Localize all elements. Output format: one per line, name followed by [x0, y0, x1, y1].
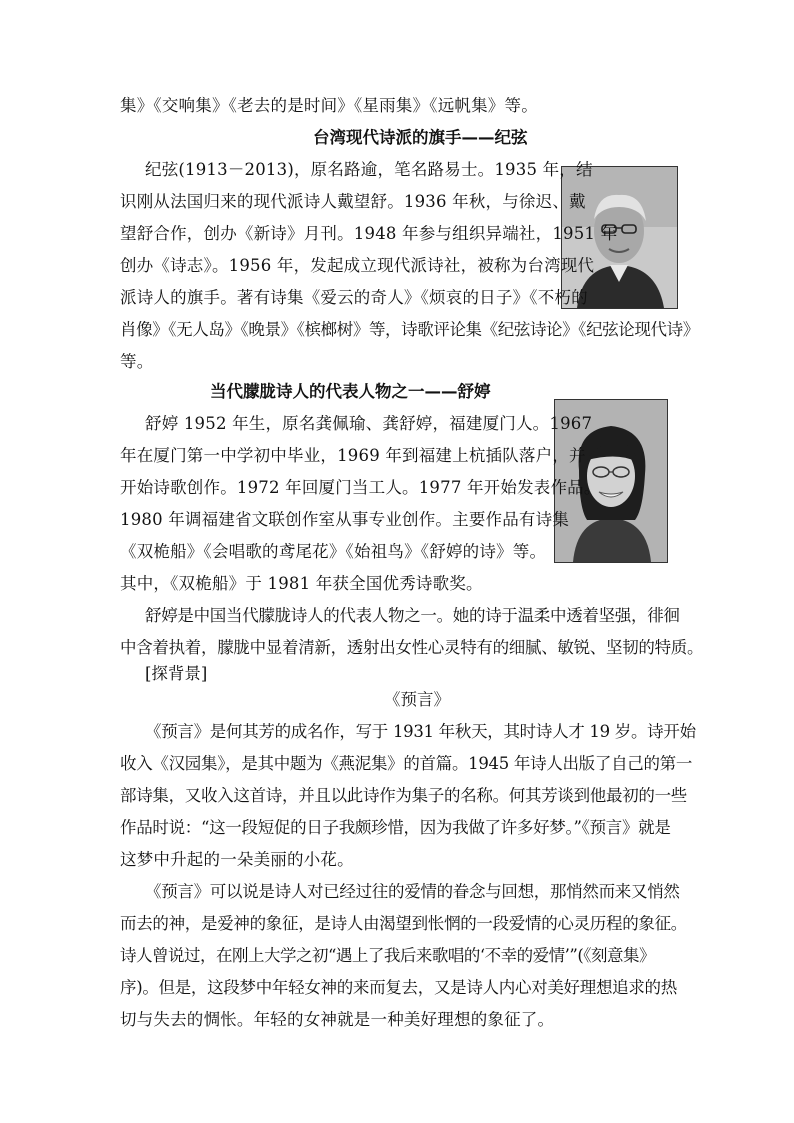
shuting-line-8: 中含着执着，朦胧中显着清新，透射出女性心灵特有的细腻、敏锐、坚韧的特质。: [120, 638, 704, 657]
jixian-line-2: 识刚从法国归来的现代派诗人戴望舒。1936 年秋，与徐迟、戴: [120, 192, 586, 211]
shuting-line-4: 1980 年调福建省文联创作室从事专业创作。主要作品有诗集: [120, 510, 570, 529]
shuting-line-3: 开始诗歌创作。1972 年回厦门当工人。1977 年开始发表作品。: [120, 478, 601, 497]
shuting-heading: 当代朦胧诗人的代表人物之一——舒婷: [210, 382, 491, 401]
jixian-line-1: 纪弦(1913－2013)，原名路逾，笔名路易士。1935 年，结: [145, 160, 593, 179]
shuting-line-1: 舒婷 1952 年生，原名龚佩瑜、龚舒婷，福建厦门人。1967: [145, 414, 593, 433]
background-line-6: 《预言》可以说是诗人对已经过往的爱情的眷念与回想，那悄然而来又悄然: [145, 882, 680, 901]
background-line-9: 序)。但是，这段梦中年轻女神的来而复去，又是诗人内心对美好理想追求的热: [120, 978, 677, 997]
jixian-line-3: 望舒合作，创办《新诗》月刊。1948 年参与组织异端社，1951 年: [120, 224, 618, 243]
background-tag: [探背景]: [145, 664, 208, 683]
jixian-line-7: 等。: [120, 352, 154, 371]
shuting-line-6: 其中，《双桅船》于 1981 年获全国优秀诗歌奖。: [120, 574, 483, 593]
jixian-heading: 台湾现代诗派的旗手——纪弦: [313, 128, 528, 147]
jixian-line-6: 肖像》《无人岛》《晚景》《槟榔树》等，诗歌评论集《纪弦诗论》《纪弦论现代诗》: [120, 320, 699, 339]
background-line-4: 作品时说：“这一段短促的日子我颇珍惜，因为我做了许多好梦。”《预言》就是: [120, 818, 671, 837]
background-line-10: 切与失去的惆怅。年轻的女神就是一种美好理想的象征了。: [120, 1010, 555, 1029]
intro-line: 集》《交响集》《老去的是时间》《星雨集》《远帆集》等。: [120, 96, 538, 115]
background-line-7: 而去的神，是爱神的象征，是诗人由渴望到怅惘的一段爱情的心灵历程的象征。: [120, 914, 688, 933]
background-line-8: 诗人曾说过，在刚上大学之初“遇上了我后来歌唱的‘不幸的爱情’”(《刻意集》: [120, 946, 656, 965]
background-line-5: 这梦中升起的一朵美丽的小花。: [120, 850, 354, 869]
shuting-line-5: 《双桅船》《会唱歌的鸢尾花》《始祖鸟》《舒婷的诗》等。: [120, 542, 547, 561]
background-line-3: 部诗集，又收入这首诗，并且以此诗作为集子的名称。何其芳谈到他最初的一些: [120, 786, 688, 805]
shuting-line-7: 舒婷是中国当代朦胧诗人的代表人物之一。她的诗于温柔中透着坚强，徘徊: [145, 606, 680, 625]
background-line-1: 《预言》是何其芳的成名作，写于 1931 年秋天，其时诗人才 19 岁。诗开始: [145, 722, 696, 741]
background-line-2: 收入《汉园集》，是其中题为《燕泥集》的首篇。1945 年诗人出版了自己的第一: [120, 754, 693, 773]
background-title: 《预言》: [384, 690, 450, 709]
jixian-line-5: 派诗人的旗手。著有诗集《爱云的奇人》《烦哀的日子》《不朽的: [120, 288, 588, 307]
jixian-line-4: 创办《诗志》。1956 年，发起成立现代派诗社，被称为台湾现代: [120, 256, 595, 275]
shuting-line-2: 年在厦门第一中学初中毕业，1969 年到福建上杭插队落户，并: [120, 446, 586, 465]
